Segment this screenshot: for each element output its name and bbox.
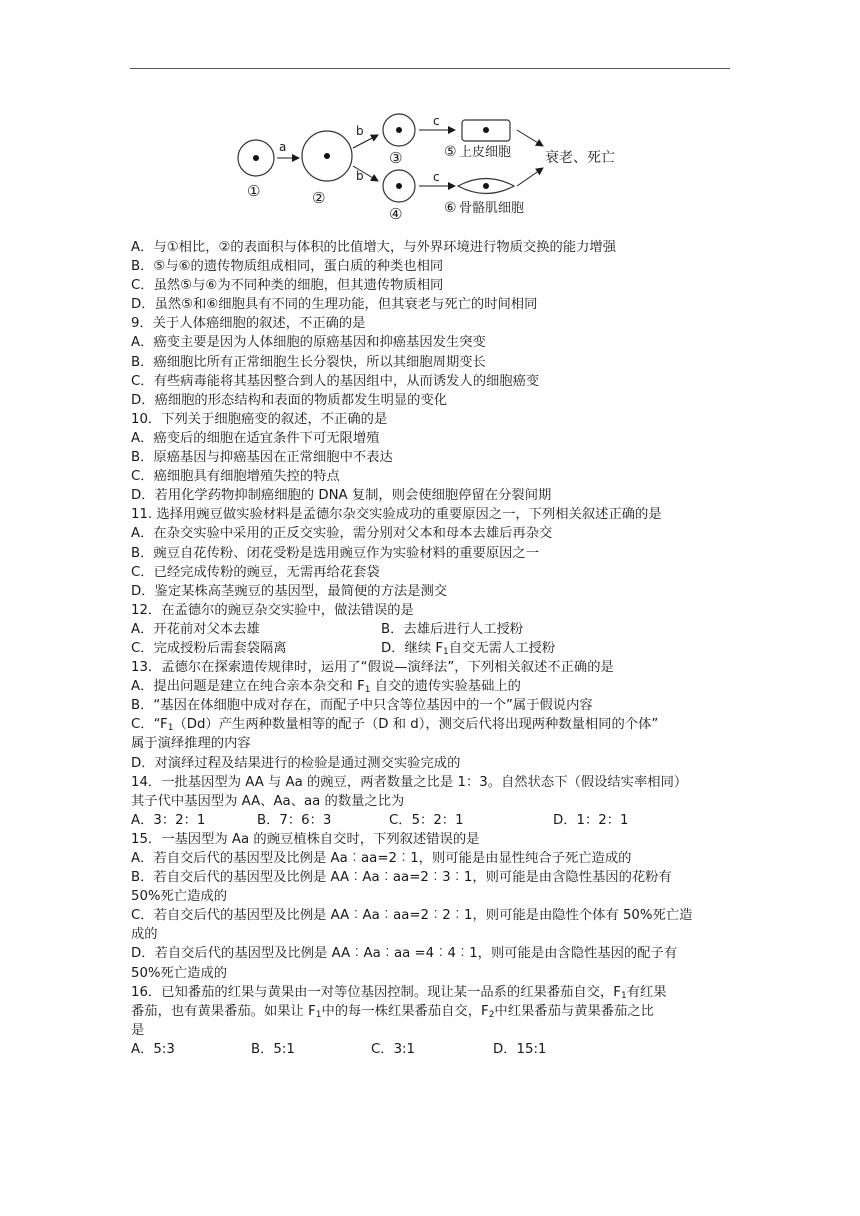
q16-stem-line1: 16．已知番茄的红果与黄果由一对等位基因控制。现让某一品系的红果番茄自交，$F_1$有红果 [131, 984, 667, 1001]
q12-option-b: B．去雄后进行人工授粉 [381, 621, 524, 637]
q10-option-b: B．原癌基因与抑癌基因在正常细胞中不表达 [131, 450, 393, 466]
q10-option-d: D．若用化学药物抑制癌细胞的 DNA 复制，则会使细胞停留在分裂间期 [131, 488, 552, 504]
cell-1-number: ① [247, 182, 261, 200]
q12-option-d: D．继续 $F_1$自交无需人工授粉 [381, 640, 556, 657]
q10-stem: 10．下列关于细胞癌变的叙述，不正确的是 [131, 411, 388, 427]
q12-options-row-1 [131, 620, 735, 639]
cell-5-number: ⑤ [444, 144, 457, 160]
q15-line-1: A．若自交后代的基因型及比例是 Aa︰aa=2︰1，则可能是由显性纯合子死亡造成的 [131, 851, 632, 866]
cell-differentiation-diagram [225, 108, 645, 220]
q8-option-b: B．⑤与⑥的遗传物质组成相同，蛋白质的种类也相同 [131, 259, 444, 275]
q9-option-b: B．癌细胞比所有正常细胞生长分裂快，所以其细胞周期变长 [131, 354, 486, 370]
q14-option-b: B．7：6：3 [257, 812, 332, 828]
cell-2-nucleus [324, 153, 330, 159]
q10-option-c: C．癌细胞具有细胞增殖失控的特点 [131, 469, 340, 485]
q13-option-b: B．“基因在体细胞中成对存在，而配子中只含等位基因中的一个”属于假说内容 [131, 698, 593, 714]
q11-stem: 11. 选择用豌豆做实验材料是孟德尔杂交实验成功的重要原因之一，下列相关叙述正确的是 [131, 507, 662, 523]
cell-3-number: ③ [389, 149, 403, 167]
q13-option-c: C．“$F_1(Dd)$产生两种数量相等的配子（D 和 d），测交后代将出现两种数量相同的个体” [131, 717, 659, 734]
q14-options [131, 811, 735, 830]
cell-3-nucleus [396, 127, 402, 133]
q15-line-3: 50%死亡造成的 [131, 889, 228, 905]
q12-option-a: A．开花前对父本去雄 [131, 621, 260, 637]
q11-option-d: D．鉴定某株高茎豌豆的基因型，最简便的方法是测交 [131, 583, 448, 599]
label-b-upper: b [356, 124, 364, 138]
cell-6-number: ⑥ [444, 200, 457, 216]
header-rule [130, 68, 730, 69]
q15-line-7: 50%死亡造成的 [131, 965, 228, 981]
q14-option-d: D．1：2：1 [553, 812, 629, 828]
cell-6-nucleus [483, 183, 489, 189]
q15-line-2: B．若自交后代的基因型及比例是 AA︰Aa︰aa=2︰3︰1，则可能是由含隐性基因的花粉有 [131, 870, 672, 886]
q9-option-a: A．癌变主要是因为人体细胞的原癌基因和抑癌基因发生突变 [131, 335, 486, 351]
q14-option-c: C．5：2：1 [389, 812, 464, 828]
label-a: a [279, 140, 287, 154]
q9-option-c: C．有些病毒能将其基因整合到人的基因组中，从而诱发人的细胞癌变 [131, 373, 540, 389]
label-c-upper: c [433, 114, 440, 128]
q14-stem-line2: 其子代中基因型为 AA、Aa、aa 的数量之比为 [131, 793, 405, 809]
cell-5-name: 上皮细胞 [459, 145, 512, 160]
q16-stem-line2: 番茄，也有黄果番茄。如果让 $F_1$中的每一株红果番茄自交，$F_2$中红果番茄与黄果番茄之比 [131, 1003, 654, 1020]
cell-2-number: ② [312, 189, 326, 207]
q12-option-c: C．完成授粉后需套袋隔离 [131, 640, 287, 656]
q11-option-b: B．豌豆自花传粉、闭花受粉是选用豌豆作为实验材料的重要原因之一 [131, 545, 540, 561]
q13-stem: 13．孟德尔在探索遗传规律时，运用了“假说—演绎法”，下列相关叙述不正确的是 [131, 660, 614, 676]
q16-stem-line3: 是 [131, 1022, 145, 1038]
q13-option-c-cont: 属于演绎推理的内容 [131, 736, 251, 752]
q15-line-5: 成的 [131, 927, 158, 943]
q11-option-a: A．在杂交实验中采用的正反交实验，需分别对父本和母本去雄后再杂交 [131, 526, 553, 542]
q9-stem: 9．关于人体癌细胞的叙述，不正确的是 [131, 316, 366, 332]
q8-option-c: C．虽然⑤与⑥为不同种类的细胞，但其遗传物质相同 [131, 278, 444, 294]
q16-option-b: B．5:1 [251, 1041, 295, 1057]
q11-option-c: C．已经完成传粉的豌豆，无需再给花套袋 [131, 564, 380, 580]
q16-option-c: C．3:1 [371, 1041, 415, 1057]
arrow-to-outcome-upper [517, 130, 543, 146]
q14-stem-line1: 14．一批基因型为 AA 与 Aa 的豌豆，两者数量之比是 1：3。自然状态下（假设结实率相同） [131, 774, 688, 790]
q16-option-a: A．5:3 [131, 1041, 175, 1057]
q9-option-d: D．癌细胞的形态结构和表面的物质都发生明显的变化 [131, 392, 448, 408]
q8-option-a: A．与①相比，②的表面积与体积的比值增大，与外界环境进行物质交换的能力增强 [131, 240, 617, 255]
q15-line-4: C．若自交后代的基因型及比例是 AA︰Aa︰aa=2︰2︰1，则可能是由隐性个体有 50%死亡造 [131, 908, 693, 924]
question-content [131, 238, 735, 1059]
cell-4-nucleus [396, 183, 402, 189]
cell-4-number: ④ [389, 205, 403, 220]
label-b-lower: b [356, 169, 364, 183]
q10-option-a: A．癌变后的细胞在适宜条件下可无限增殖 [131, 430, 380, 446]
cell-5-nucleus [483, 127, 489, 133]
q13-option-a: A．提出问题是建立在纯合亲本杂交和 $F_1$ 自交的遗传实验基础上的 [131, 679, 521, 696]
q8-option-d: D．虽然⑤和⑥细胞具有不同的生理功能，但其衰老与死亡的时间相同 [131, 297, 538, 313]
q15-line-6: D．若自交后代的基因型及比例是 AA︰Aa︰aa =4︰4︰1，则可能是由含隐性基因的配子有 [131, 946, 678, 962]
q15-stem: 15．一基因型为 Aa 的豌豆植株自交时，下列叙述错误的是 [131, 831, 480, 847]
q16-option-d: D．15:1 [493, 1041, 547, 1057]
cell-6-name: 骨骼肌细胞 [459, 201, 525, 216]
q12-options-row-2 [131, 639, 735, 658]
label-c-lower: c [433, 170, 440, 184]
q16-options [131, 1040, 735, 1059]
q14-option-a: A．3：2：1 [131, 812, 206, 828]
q13-option-d: D．对演绎过程及结果进行的检验是通过测交实验完成的 [131, 755, 461, 771]
q12-stem: 12．在孟德尔的豌豆杂交实验中，做法错误的是 [131, 602, 414, 618]
cell-1-nucleus [253, 155, 259, 161]
outcome-label: 衰老、死亡 [545, 150, 615, 166]
arrow-to-outcome-lower [517, 168, 543, 186]
